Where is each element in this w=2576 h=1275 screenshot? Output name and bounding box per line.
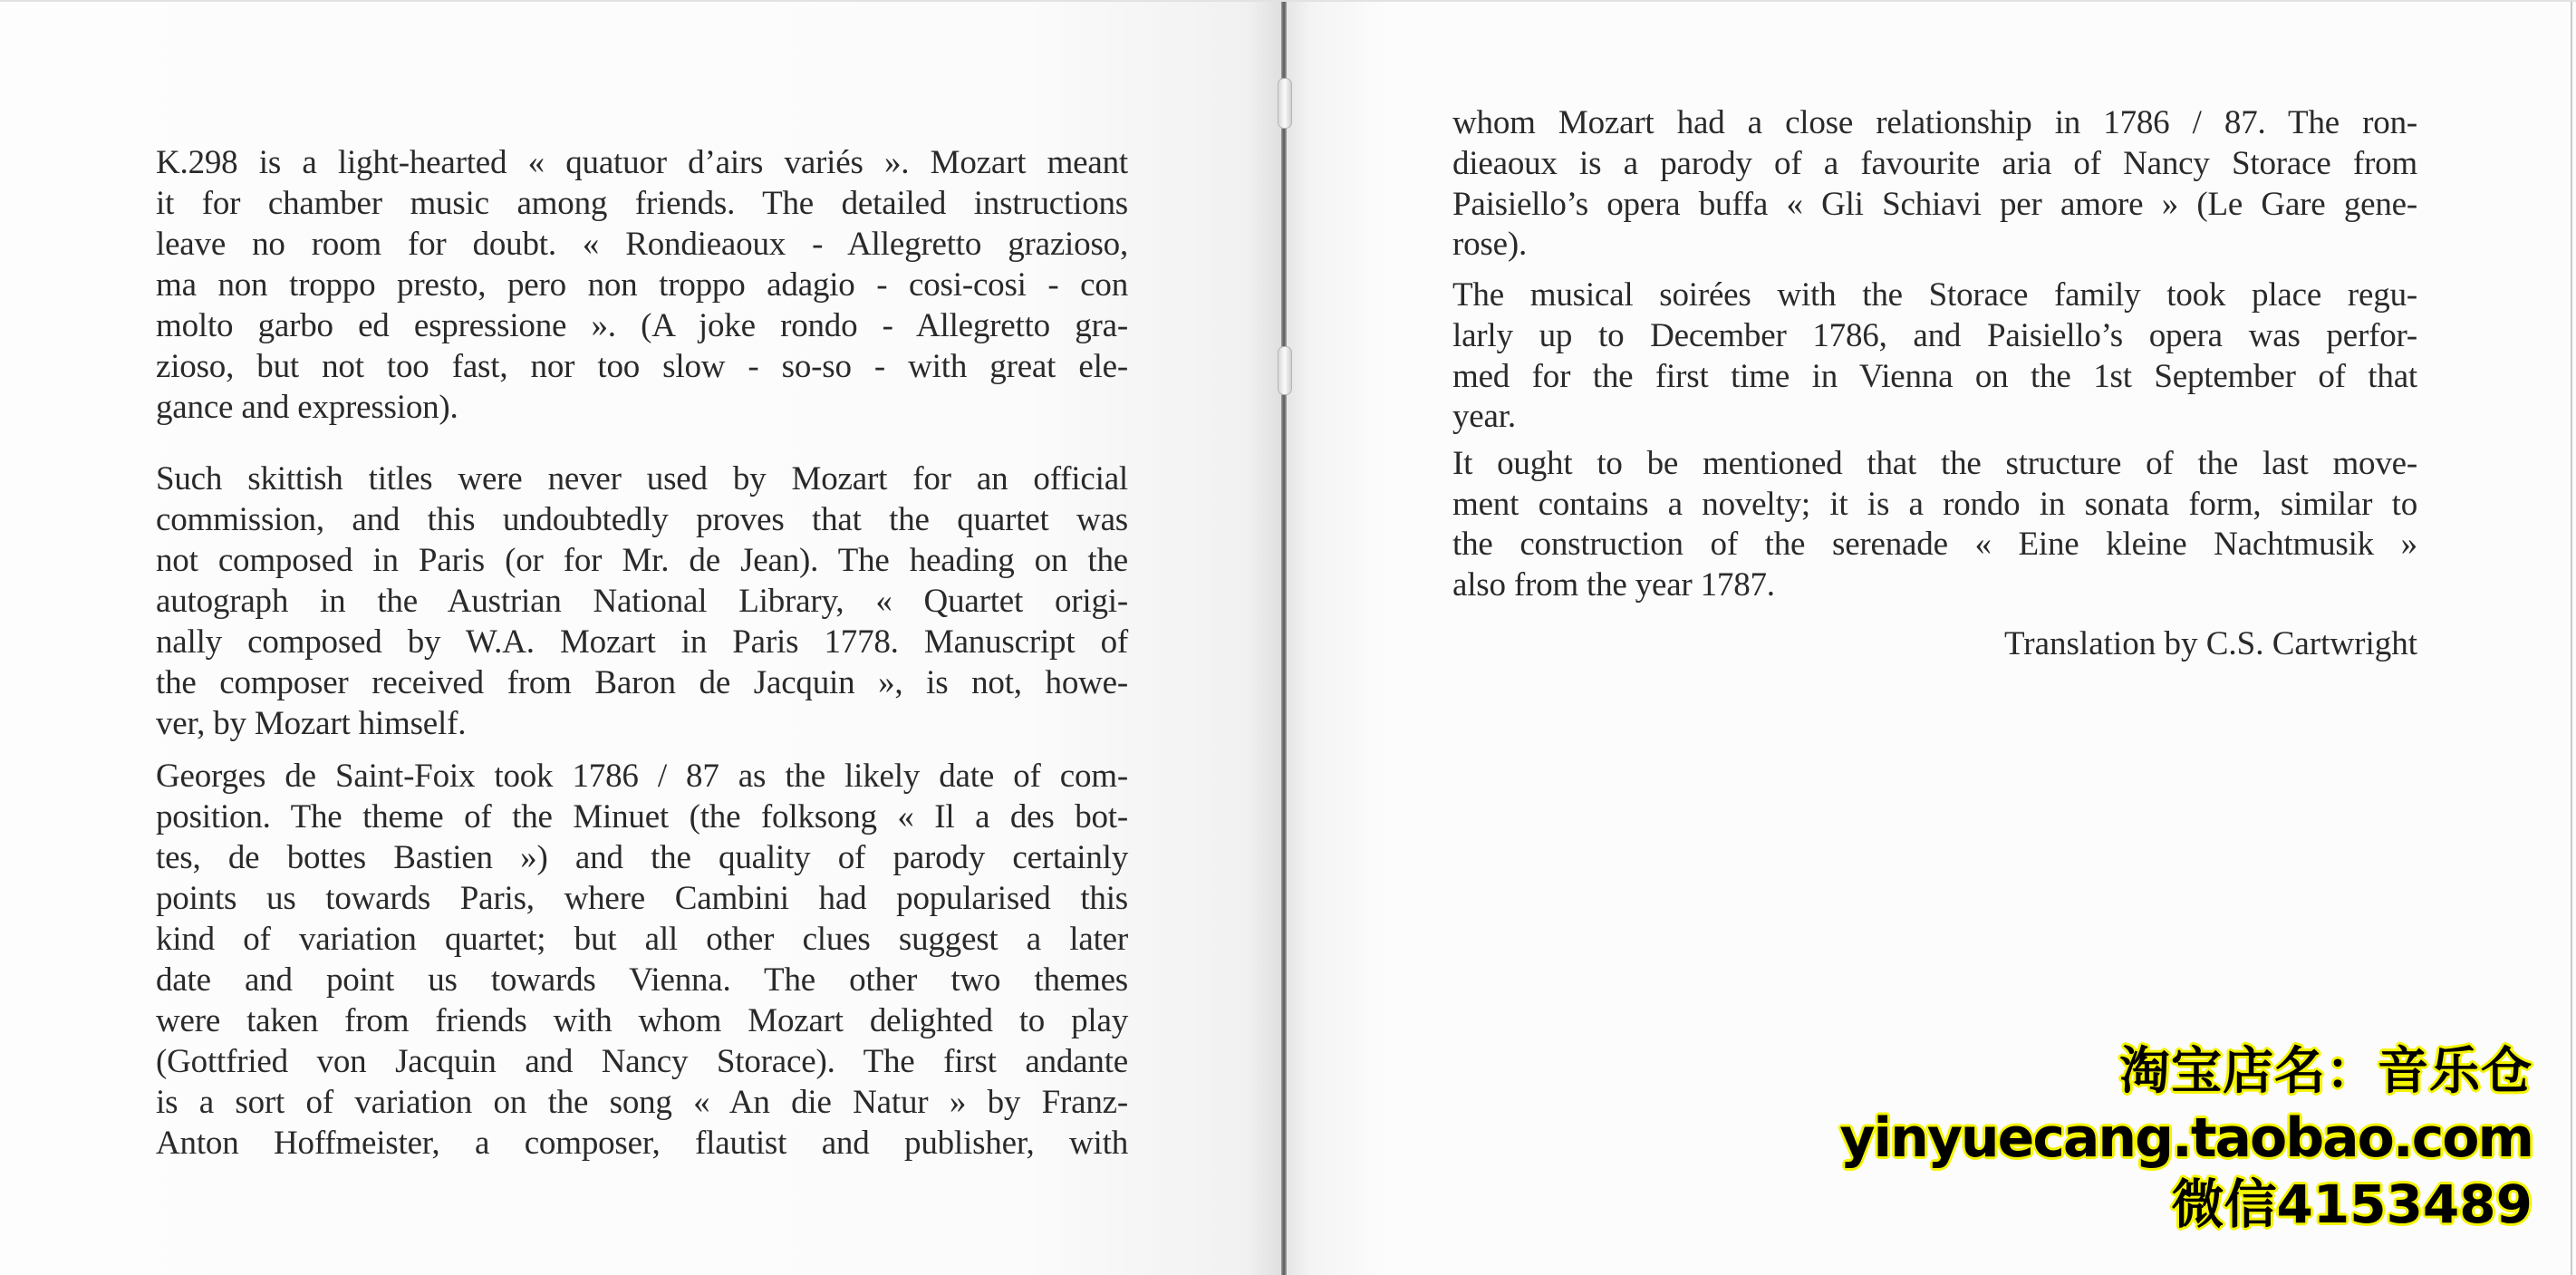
staple-icon xyxy=(1278,78,1292,129)
translation-credit: Translation by C.S. Cartwright xyxy=(2003,625,2417,662)
text-line: the construction of the serenade « Eine kleine Nachtmusik » xyxy=(1452,526,2417,563)
text-line: It ought to be mentioned that the structure of the last move- xyxy=(1452,445,2417,482)
text-line: larly up to December 1786, and Paisiello’s opera was perfor- xyxy=(1452,317,2417,354)
text-line: tes, de bottes Bastien ») and the quality of parody certainly xyxy=(156,839,1128,876)
text-line: not composed in Paris (or for Mr. de Jean). The heading on the xyxy=(156,542,1128,579)
watermark-wechat: 微信4153489 xyxy=(2171,1174,2533,1235)
text-line: Anton Hoffmeister, a composer, flautist and publisher, with xyxy=(156,1125,1128,1162)
text-line: year. xyxy=(1452,398,1516,435)
text-line: Georges de Saint-Foix took 1786 / 87 as the likely date of com- xyxy=(156,758,1128,795)
left-page xyxy=(0,0,1285,1275)
text-line: leave no room for doubt. « Rondieaoux - Allegretto grazioso, xyxy=(156,226,1128,263)
text-line: it for chamber music among friends. The detailed instructions xyxy=(156,185,1128,222)
watermark-shop-name: 淘宝店名：音乐仓 xyxy=(2119,1042,2533,1101)
text-line: were taken from friends with whom Mozart delighted to play xyxy=(156,1002,1128,1039)
text-line: points us towards Paris, where Cambini had popularised this xyxy=(156,880,1128,917)
page-edge xyxy=(0,0,2576,2)
text-line: ment contains a novelty; it is a rondo in sonata form, similar to xyxy=(1452,486,2417,523)
text-line: Such skittish titles were never used by Mozart for an official xyxy=(156,460,1128,497)
text-line: (Gottfried von Jacquin and Nancy Storace). The first andante xyxy=(156,1043,1128,1080)
text-line: date and point us towards Vienna. The other two themes xyxy=(156,961,1128,999)
text-line: commission, and this undoubtedly proves that the quartet was xyxy=(156,501,1128,538)
text-line: nally composed by W.A. Mozart in Paris 1778. Manuscript of xyxy=(156,623,1128,661)
text-line: autograph in the Austrian National Library, « Quartet origi- xyxy=(156,583,1128,620)
text-line: The musical soirées with the Storace family took place regu- xyxy=(1452,276,2417,314)
text-line: position. The theme of the Minuet (the folksong « Il a des bot- xyxy=(156,798,1128,836)
text-line: dieaoux is a parody of a favourite aria of Nancy Storace from xyxy=(1452,145,2417,182)
text-line: ver, by Mozart himself. xyxy=(156,705,467,742)
text-line: the composer received from Baron de Jacquin », is not, howe- xyxy=(156,664,1128,701)
page-edge xyxy=(2571,0,2572,1275)
text-line: is a sort of variation on the song « An die Natur » by Franz- xyxy=(156,1084,1128,1121)
text-line: K.298 is a light-hearted « quatuor d’airs variés ». Mozart meant xyxy=(156,144,1128,181)
text-line: med for the first time in Vienna on the 1st September of that xyxy=(1452,358,2417,395)
text-line: ma non troppo presto, pero non troppo adagio - cosi-cosi - con xyxy=(156,266,1128,304)
text-line: kind of variation quartet; but all other clues suggest a later xyxy=(156,921,1128,958)
text-line: Paisiello’s opera buffa « Gli Schiavi per amore » (Le Gare gene- xyxy=(1452,186,2417,223)
text-line: whom Mozart had a close relationship in 1786 / 87. The ron- xyxy=(1452,104,2417,141)
staple-icon xyxy=(1278,346,1292,395)
book-spine xyxy=(1281,0,1287,1275)
text-line: rose). xyxy=(1452,226,1528,263)
text-line: also from the year 1787. xyxy=(1452,566,1775,604)
text-line: zioso, but not too fast, nor too slow - so-so - with great ele- xyxy=(156,348,1128,385)
text-line: gance and expression). xyxy=(156,389,458,426)
watermark-url: yinyuecang.taobao.com xyxy=(1839,1106,2533,1170)
text-line: molto garbo ed espressione ». (A joke rondo - Allegretto gra- xyxy=(156,307,1128,344)
